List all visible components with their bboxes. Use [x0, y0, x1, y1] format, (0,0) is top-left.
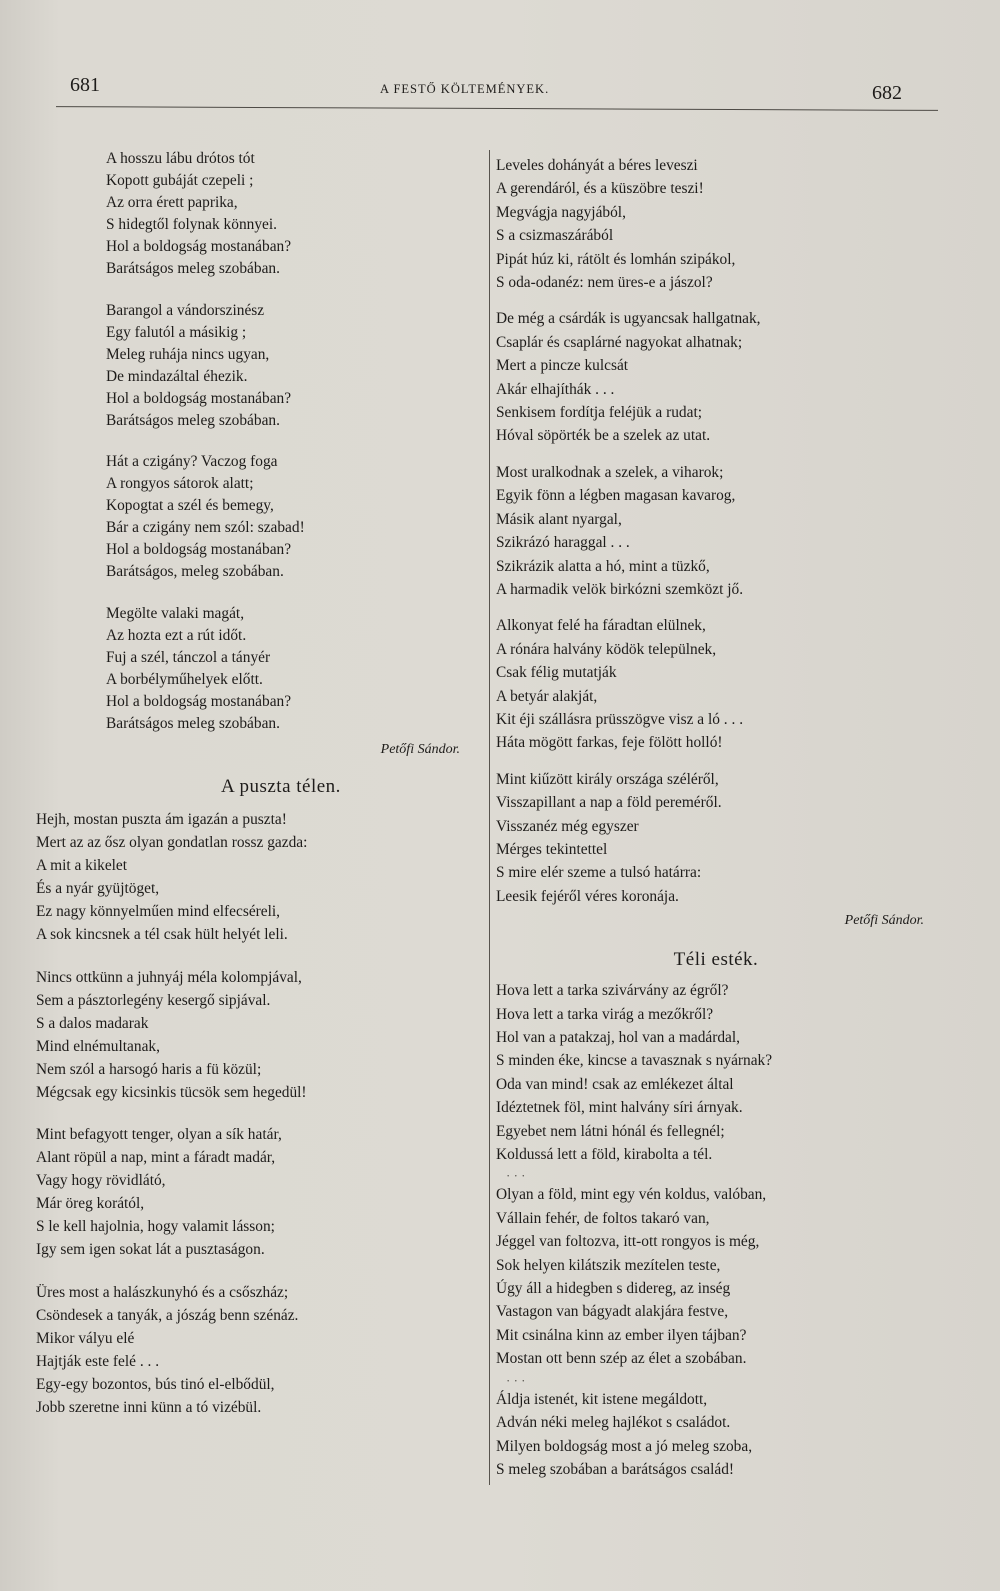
verse-line: Pipát húz ki, rátölt és lomhán szipákol,	[496, 250, 736, 268]
verse-line: S minden éke, kincse a tavasznak s nyárnak?	[496, 1052, 773, 1070]
verse-line: Egy-egy bozontos, bús tinó el-elbődül,	[36, 1375, 275, 1393]
verse-line: Mit csinálna kinn az ember ilyen tájban?	[496, 1326, 747, 1344]
verse-line: Sem a pásztorlegény kesergő sipjával.	[36, 991, 271, 1009]
verse-line: Most uralkodnak a szelek, a viharok;	[496, 463, 724, 481]
verse-line: Szikrázó haraggal . . .	[496, 534, 630, 552]
verse-line: Idéztetnek föl, mint halvány síri árnyak.	[496, 1099, 743, 1117]
right-page-number: 682	[872, 82, 902, 104]
verse-line: Barátságos, meleg szobában.	[106, 563, 284, 580]
stanza	[496, 1388, 936, 1482]
stanza	[36, 966, 466, 1104]
right-column	[496, 154, 936, 1494]
verse-line: De még a csárdák is ugyancsak hallgatnak,	[496, 310, 761, 328]
stanza	[106, 300, 466, 432]
verse-line: Áldja istenét, kit istene megáldott,	[496, 1390, 708, 1408]
verse-line: Olyan a föld, mint egy vén koldus, valóban,	[496, 1186, 767, 1204]
verse-line: Barátságos meleg szobában.	[106, 260, 280, 277]
verse-line: Leveles dohányát a béres leveszi	[496, 157, 698, 174]
verse-line: S mire elér szeme a tulsó határra:	[496, 864, 702, 882]
verse-line: De mindazáltal éhezik.	[106, 367, 248, 385]
verse-line: Leesik fejéről véres koronája.	[496, 887, 679, 905]
poem-3-stanzas	[496, 979, 936, 1481]
poem-2-title: A puszta télen.	[221, 776, 341, 797]
verse-line: Hóval söpörték be a szelek az utat.	[496, 427, 711, 445]
verse-line: S oda-odanéz: nem üres-e a jászol?	[496, 274, 713, 292]
verse-line: A borbélyműhelyek előtt.	[106, 670, 263, 688]
verse-line: Mint kiűzött király országa széléről,	[496, 770, 719, 788]
verse-line: A rongyos sátorok alatt;	[106, 475, 254, 492]
poem-2-stanzas	[36, 808, 466, 1419]
verse-line: És a nyár gyüjtöget,	[36, 880, 160, 897]
left-column	[36, 148, 466, 1438]
verse-line: Jobb szeretne inni künn a tó vizébül.	[36, 1398, 262, 1416]
verse-line: Úgy áll a hidegben s didereg, az inség	[496, 1280, 731, 1298]
verse-line: Hol a boldogság mostanában?	[106, 238, 292, 255]
running-title: A FESTŐ KÖLTEMÉNYEK.	[380, 82, 550, 96]
verse-line: Fuj a szél, tánczol a tányér	[106, 648, 271, 666]
verse-line: Másik alant nyargal,	[496, 510, 622, 528]
verse-line: S meleg szobában a barátságos család!	[496, 1460, 735, 1478]
verse-line: Hol a boldogság mostanában?	[106, 541, 292, 558]
stanza	[36, 808, 466, 946]
verse-line: Háta mögött farkas, feje fölött holló!	[496, 734, 723, 752]
verse-line: Megvágja nagyjából,	[496, 203, 626, 221]
verse-line: Vagy hogy rövidlátó,	[36, 1172, 166, 1189]
verse-line: Visszanéz még egyszer	[496, 817, 639, 835]
verse-line: Kit éji szállásra prüsszögve visz a ló . . .	[496, 710, 744, 728]
left-page-number: 681	[70, 74, 100, 96]
verse-line: Hol a boldogság mostanában?	[106, 389, 292, 407]
stanza-separator: · · ·	[506, 1372, 526, 1388]
stanza	[496, 768, 936, 908]
verse-line: Egyebet nem látni hónál és fellegnél;	[496, 1122, 725, 1140]
verse-line: Kopogtat a szél és bemegy,	[106, 497, 274, 514]
poem-1-author: Petőfi Sándor.	[380, 742, 460, 757]
verse-line: Igy sem igen sokat lát a pusztaságon.	[36, 1241, 265, 1258]
verse-line: Barátságos meleg szobában.	[106, 714, 280, 732]
verse-line: Senkisem fordítja feléjük a rudat;	[496, 404, 703, 422]
verse-line: Milyen boldogság most a jó meleg szoba,	[496, 1437, 753, 1455]
verse-line: Megölte valaki magát,	[106, 604, 245, 622]
verse-line: Mikor vályu elé	[36, 1329, 135, 1347]
verse-line: A hosszu lábu drótos tót	[106, 150, 255, 167]
verse-line: S le kell hajolnia, hogy valamit lásson;	[36, 1218, 275, 1235]
stanza-separator: · · ·	[506, 1168, 526, 1184]
header-rule	[56, 106, 938, 111]
verse-line: Csöndesek a tanyák, a jószág benn szénáz.	[36, 1306, 299, 1324]
verse-line: Nincs ottkünn a juhnyáj méla kolompjával,	[36, 968, 302, 986]
verse-line: Üres most a halászkunyhó és a csőszház;	[36, 1283, 289, 1301]
stanza	[36, 1123, 466, 1261]
stanza	[496, 1183, 936, 1370]
verse-line: Mérges tekintettel	[496, 840, 608, 858]
verse-line: Barangol a vándorszinész	[106, 301, 265, 319]
verse-line: A harmadik velök birkózni szemközt jő.	[496, 580, 744, 598]
verse-line: Visszapillant a nap a föld pereméről.	[496, 794, 722, 812]
verse-line: Adván néki meleg hajlékot s családot.	[496, 1414, 731, 1432]
verse-line: Alkonyat felé ha fáradtan elülnek,	[496, 617, 706, 635]
verse-line: Vállain fehér, de foltos takaró van,	[496, 1209, 710, 1227]
verse-line: Mert az az ősz olyan gondatlan rossz gazda:	[36, 834, 308, 851]
verse-line: A betyár alakját,	[496, 687, 598, 705]
verse-line: Csaplár és csaplárné nagyokat alhatnak;	[496, 333, 743, 351]
poem-2-author: Petőfi Sándor.	[844, 913, 924, 929]
verse-line: Hova lett a tarka szivárvány az égről?	[496, 982, 729, 1000]
verse-line: Barátságos meleg szobában.	[106, 411, 280, 429]
verse-line: Csak félig mutatják	[496, 664, 617, 682]
stanza	[496, 154, 936, 294]
verse-line: Már öreg korától,	[36, 1195, 145, 1212]
poem-1	[106, 148, 466, 735]
stanza	[496, 461, 936, 601]
verse-line: Koldussá lett a föld, kirabolta a tél.	[496, 1146, 713, 1164]
verse-line: Vastagon van bágyadt alakjára festve,	[496, 1303, 729, 1321]
verse-line: A sok kincsnek a tél csak hült helyét leli.	[36, 926, 288, 943]
stanza	[496, 307, 936, 447]
verse-line: S a csizmaszárából	[496, 227, 614, 245]
verse-line: Hova lett a tarka virág a mezőkről?	[496, 1005, 714, 1023]
stanza	[36, 1281, 466, 1419]
stanza	[106, 603, 466, 735]
verse-line: Mégcsak egy kicsinkis tücsök sem hegedül!	[36, 1083, 307, 1101]
verse-line: Az orra érett paprika,	[106, 194, 238, 211]
verse-line: Az hozta ezt a rút időt.	[106, 626, 247, 644]
verse-line: S hidegtől folynak könnyei.	[106, 216, 277, 233]
verse-line: Mert a pincze kulcsát	[496, 357, 629, 375]
verse-line: Alant röpül a nap, mint a fáradt madár,	[36, 1149, 276, 1166]
verse-line: Egy falutól a másikig ;	[106, 323, 247, 341]
poem-1-stanzas	[106, 148, 466, 735]
verse-line: A mit a kikelet	[36, 857, 128, 874]
verse-line: Akár elhajíthák . . .	[496, 380, 615, 398]
verse-line: A gerendáról, és a küszöbre teszi!	[496, 180, 704, 198]
verse-line: Bár a czigány nem szól: szabad!	[106, 519, 305, 536]
stanza	[496, 979, 936, 1166]
poem-2-continued-stanzas	[496, 154, 936, 908]
verse-line: Szikrázik alatta a hó, mint a tüzkő,	[496, 557, 710, 575]
verse-line: Kopott gubáját czepeli ;	[106, 172, 254, 189]
poem-3-title: Téli esték.	[673, 949, 759, 971]
verse-line: Mind elnémultanak,	[36, 1037, 160, 1055]
verse-line: Mostan ott benn szép az élet a szobában.	[496, 1350, 747, 1368]
verse-line: Ez nagy könnyelműen mind elfecséreli,	[36, 903, 281, 920]
verse-line: Sok helyen kilátszik mezítelen teste,	[496, 1256, 721, 1274]
verse-line: Hát a czigány? Vaczog foga	[106, 453, 278, 470]
verse-line: Hejh, mostan puszta ám igazán a puszta!	[36, 811, 287, 828]
verse-line: Egyik fönn a légben magasan kavarog,	[496, 487, 736, 505]
stanza	[496, 614, 936, 754]
verse-line: Jéggel van foltozva, itt-ott rongyos is még,	[496, 1233, 760, 1251]
verse-line: Nem szól a harsogó haris a fü közül;	[36, 1060, 262, 1078]
stanza	[106, 451, 466, 583]
column-divider	[489, 150, 490, 1485]
stanza	[106, 148, 466, 280]
verse-line: Hol a boldogság mostanában?	[106, 692, 292, 710]
verse-line: Hajtják este felé . . .	[36, 1352, 160, 1370]
verse-line: Mint befagyott tenger, olyan a sík határ,	[36, 1126, 282, 1143]
running-header	[0, 70, 1000, 110]
verse-line: Meleg ruhája nincs ugyan,	[106, 345, 270, 363]
verse-line: S a dalos madarak	[36, 1014, 149, 1032]
verse-line: Oda van mind! csak az emlékezet által	[496, 1075, 734, 1093]
verse-line: Hol van a patakzaj, hol van a madárdal,	[496, 1029, 741, 1046]
verse-line: A rónára halvány ködök települnek,	[496, 640, 717, 658]
